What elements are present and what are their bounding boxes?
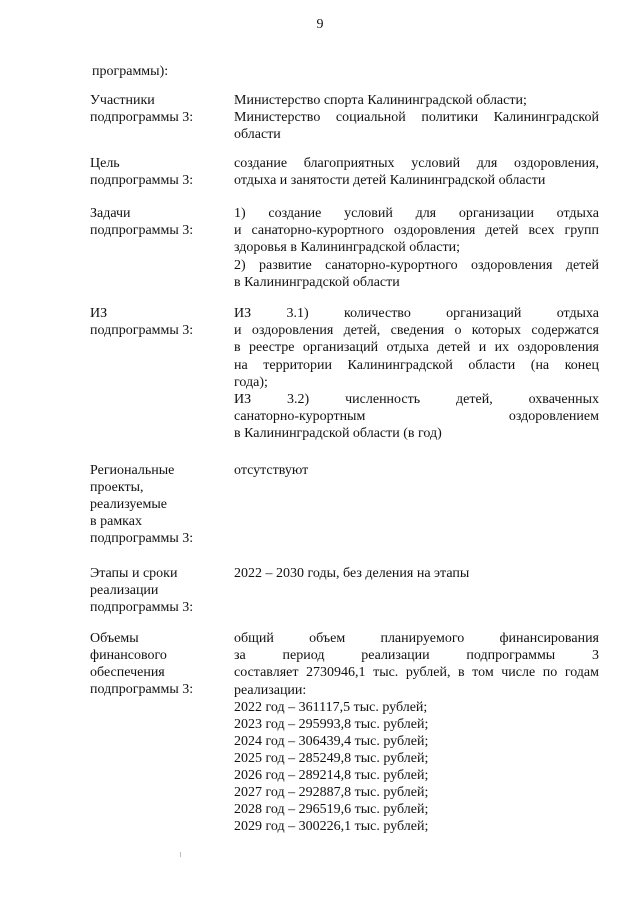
content-line: 2) развитие санаторно-курортного оздоровления детей bbox=[234, 257, 599, 273]
row-label-line: подпрограммы 3: bbox=[90, 600, 194, 615]
continued-label: программы): bbox=[92, 64, 169, 79]
funding-label bbox=[90, 630, 225, 698]
content-line: в реестре организаций отдыха детей и их оздоровления bbox=[234, 340, 599, 356]
content-line: ИЗ 3.2) численность детей, охваченных bbox=[234, 392, 599, 408]
stages-label bbox=[90, 565, 225, 616]
content-line: в Калининградской области bbox=[234, 274, 400, 290]
content-line: создание благоприятных условий для оздоровления, bbox=[234, 156, 599, 171]
funding-year-line: 2028 год – 296519,6 тыс. рублей; bbox=[234, 801, 429, 817]
content-line: Министерство спорта Калининградской области; bbox=[234, 93, 527, 108]
goal-content bbox=[234, 155, 599, 189]
row-label-line: реализации bbox=[90, 583, 159, 598]
content-line: ИЗ 3.1) количество организаций отдыха bbox=[234, 306, 599, 321]
row-label-line: проекты, bbox=[90, 480, 144, 495]
content-line: на территории Калининградской области (на конец bbox=[234, 357, 599, 373]
content-line: 1) создание условий для организации отдыха bbox=[234, 206, 599, 221]
content-line: и оздоровления детей, сведения о которых содержатся bbox=[234, 323, 599, 339]
stages-content bbox=[234, 565, 599, 582]
content-line: отдыха и занятости детей Калининградской области bbox=[234, 173, 546, 189]
row-label-line: реализуемые bbox=[90, 497, 167, 512]
regional-projects-content bbox=[234, 462, 599, 479]
scan-artifact bbox=[180, 852, 181, 857]
row-label-line: подпрограммы 3: bbox=[90, 531, 194, 546]
row-label-line: подпрограммы 3: bbox=[90, 110, 194, 125]
row-label-line: Задачи bbox=[90, 206, 131, 221]
tasks-label bbox=[90, 205, 225, 239]
funding-year-line: 2025 год – 285249,8 тыс. рублей; bbox=[234, 750, 429, 766]
funding-content bbox=[234, 630, 599, 835]
row-label-line: Цель bbox=[90, 156, 120, 171]
content-line: Министерство социальной политики Калининградской bbox=[234, 110, 599, 126]
participants-content bbox=[234, 92, 599, 144]
regional-projects-label bbox=[90, 462, 225, 547]
funding-year-line: 2027 год – 292887,8 тыс. рублей; bbox=[234, 784, 429, 800]
content-line: реализации: bbox=[234, 682, 307, 698]
row-label-line: Региональные bbox=[90, 463, 175, 478]
funding-year-line: 2023 год – 295993,8 тыс. рублей; bbox=[234, 716, 429, 732]
page-number: 9 bbox=[316, 17, 324, 32]
participants-label bbox=[90, 92, 225, 126]
content-line: и санаторно-курортного оздоровления детей всех групп bbox=[234, 223, 599, 239]
content-line: в Калининградской области (в год) bbox=[234, 426, 442, 442]
row-label-line: Участники bbox=[90, 93, 155, 108]
content-line: за период реализации подпрограммы 3 bbox=[234, 648, 599, 664]
goal-label bbox=[90, 155, 225, 189]
funding-year-line: 2022 год – 361117,5 тыс. рублей; bbox=[234, 699, 428, 715]
row-label-line: подпрограммы 3: bbox=[90, 323, 194, 338]
tasks-content bbox=[234, 205, 599, 291]
row-label-line: финансового bbox=[90, 648, 167, 663]
indicators-content bbox=[234, 305, 599, 443]
row-label-line: подпрограммы 3: bbox=[90, 682, 194, 697]
content-line: санаторно-курортным оздоровлением bbox=[234, 409, 599, 425]
content-line: здоровья в Калининградской области; bbox=[234, 240, 460, 256]
content-line: общий объем планируемого финансирования bbox=[234, 631, 599, 646]
content-line: 2022 – 2030 годы, без деления на этапы bbox=[234, 566, 470, 581]
content-line: области bbox=[234, 127, 281, 143]
row-label-line: подпрограммы 3: bbox=[90, 173, 194, 188]
row-label-line: обеспечения bbox=[90, 665, 165, 680]
content-line: составляет 2730946,1 тыс. рублей, в том числе по годам bbox=[234, 665, 599, 681]
row-label-line: Объемы bbox=[90, 631, 139, 646]
row-label-line: в рамках bbox=[90, 514, 142, 529]
funding-year-line: 2029 год – 300226,1 тыс. рублей; bbox=[234, 818, 429, 834]
row-label-line: ИЗ bbox=[90, 306, 108, 321]
row-label-line: подпрограммы 3: bbox=[90, 223, 194, 238]
funding-year-line: 2026 год – 289214,8 тыс. рублей; bbox=[234, 767, 429, 783]
content-line: отсутствуют bbox=[234, 463, 309, 478]
row-label-line: Этапы и сроки bbox=[90, 566, 178, 581]
content-line: года); bbox=[234, 374, 268, 390]
indicators-label bbox=[90, 305, 225, 339]
funding-year-line: 2024 год – 306439,4 тыс. рублей; bbox=[234, 733, 429, 749]
